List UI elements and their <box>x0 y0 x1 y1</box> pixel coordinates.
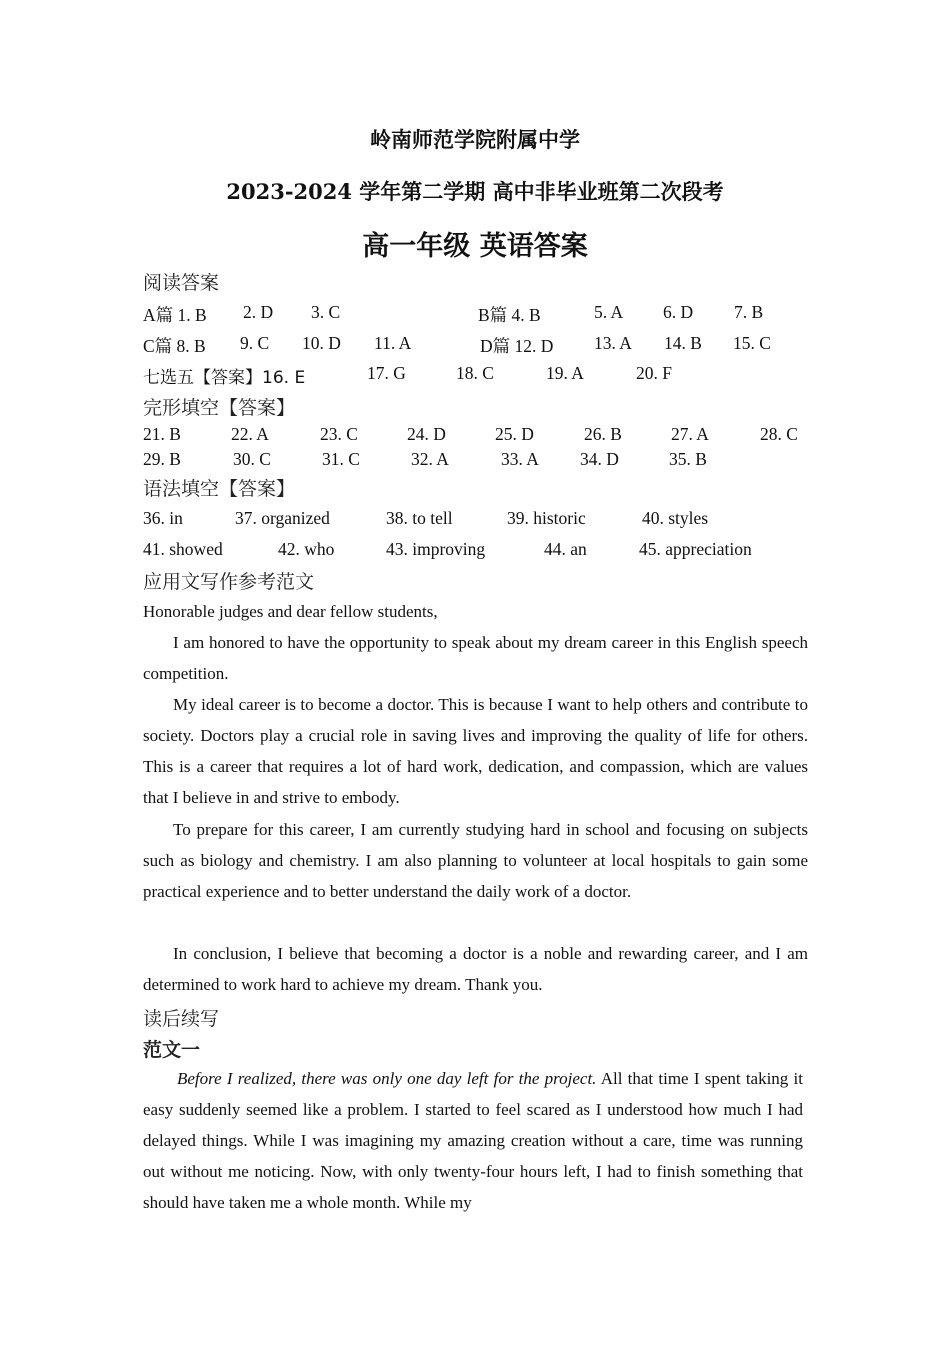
continuation-heading: 读后续写 <box>143 1008 220 1030</box>
cloze-heading: 完形填空【答案】 <box>143 397 296 419</box>
reading-heading: 阅读答案 <box>143 272 220 294</box>
answer-item: 26. B <box>584 424 622 444</box>
answer-item: 24. D <box>407 424 446 444</box>
answer-item: 19. A <box>546 363 584 383</box>
answer-item: 27. A <box>671 424 709 444</box>
lead-sentence: Before I realized, there was only one day left for the project. <box>177 1069 597 1088</box>
answer-item: 25. D <box>495 424 534 444</box>
answer-item: 43. improving <box>386 539 486 559</box>
sample-label: 范文一 <box>143 1039 201 1061</box>
page-title: 高一年级 英语答案 <box>362 231 588 262</box>
answer-item: 38. to tell <box>386 508 453 528</box>
answer-item: 33. A <box>501 449 539 469</box>
essay-paragraph-1: I am honored to have the opportunity to speak about my dream career in this English speech competition. <box>143 633 808 684</box>
salutation: Honorable judges and dear fellow students, <box>143 602 438 621</box>
answer-item: 40. styles <box>642 508 709 528</box>
answer-item: 7. B <box>734 302 764 322</box>
answer-item: 13. A <box>594 333 632 353</box>
school-name: 岭南师范学院附属中学 <box>370 127 580 152</box>
reading-row-3 <box>0 363 950 387</box>
answer-item: 32. A <box>411 449 449 469</box>
answer-item: 17. G <box>367 363 406 383</box>
answer-item: 23. C <box>320 424 358 444</box>
answer-item: 39. historic <box>507 508 586 528</box>
exam-title: 2023-2024 学年第二学期 高中非毕业班第二次段考 <box>226 179 724 204</box>
answer-item: 15. C <box>733 333 771 353</box>
answer-item: 37. organized <box>235 508 330 528</box>
reading-row-1 <box>0 302 950 326</box>
answer-item: 9. C <box>240 333 270 353</box>
answer-item: 22. A <box>231 424 269 444</box>
answer-item: 35. B <box>669 449 707 469</box>
answer-item: 6. D <box>663 302 694 322</box>
answer-item: B篇 4. B <box>478 305 541 325</box>
answer-item: 28. C <box>760 424 798 444</box>
answer-item: 5. A <box>594 302 624 322</box>
essay-paragraph-3: To prepare for this career, I am currently studying hard in school and focusing on subjects such as biology and chemistry. I am also planning to volunteer at local hospitals to gain some practical experience and to better understand the daily work of a doctor. <box>143 820 808 902</box>
essay-paragraph-4: In conclusion, I believe that becoming a doctor is a noble and rewarding career, and I am determined to work hard to achieve my dream. Thank you. <box>143 944 808 995</box>
grammar-row-1 <box>0 508 950 532</box>
cloze-row-1 <box>0 424 950 448</box>
essay-paragraph-2: My ideal career is to become a doctor. This is because I want to help others and contribute to society. Doctors play a crucial role in saving lives and improving the quality of life for others. This is a career that requires a lot of hard work, dedication, and compassion, which are values that I believe in and strive to embody. <box>143 695 808 808</box>
writing-heading: 应用文写作参考范文 <box>143 571 315 593</box>
grammar-heading: 语法填空【答案】 <box>143 478 296 500</box>
answer-item: 14. B <box>664 333 702 353</box>
answer-item: 20. F <box>636 363 672 383</box>
answer-item: C篇 8. B <box>143 336 206 356</box>
answer-item: 10. D <box>302 333 341 353</box>
reading-row-2 <box>0 333 950 357</box>
answer-item: 42. who <box>278 539 335 559</box>
answer-item: 41. showed <box>143 539 223 559</box>
answer-item: 21. B <box>143 424 181 444</box>
answer-item: 七选五【答案】16. E <box>143 368 306 388</box>
continuation-body: All that time I spent taking it easy suddenly seemed like a problem. I started to feel scared as I understood how much I had delayed things. While I was imagining my amazing creation without a care, time was running out without me noticing. Now, with only twenty-four hours left, I had to finish something that should have taken me a whole month. While my <box>143 1069 803 1213</box>
answer-item: D篇 12. D <box>480 336 554 356</box>
answer-item: 36. in <box>143 508 183 528</box>
answer-item: 2. D <box>243 302 274 322</box>
answer-item: A篇 1. B <box>143 305 207 325</box>
answer-item: 11. A <box>374 333 412 353</box>
grammar-row-2 <box>0 539 950 563</box>
answer-item: 34. D <box>580 449 619 469</box>
continuation-paragraph <box>143 1063 803 1218</box>
answer-item: 18. C <box>456 363 494 383</box>
answer-item: 3. C <box>311 302 341 322</box>
answer-item: 45. appreciation <box>639 539 752 559</box>
answer-item: 31. C <box>322 449 360 469</box>
answer-item: 29. B <box>143 449 181 469</box>
answer-item: 44. an <box>544 539 587 559</box>
cloze-row-2 <box>0 449 950 473</box>
answer-item: 30. C <box>233 449 271 469</box>
